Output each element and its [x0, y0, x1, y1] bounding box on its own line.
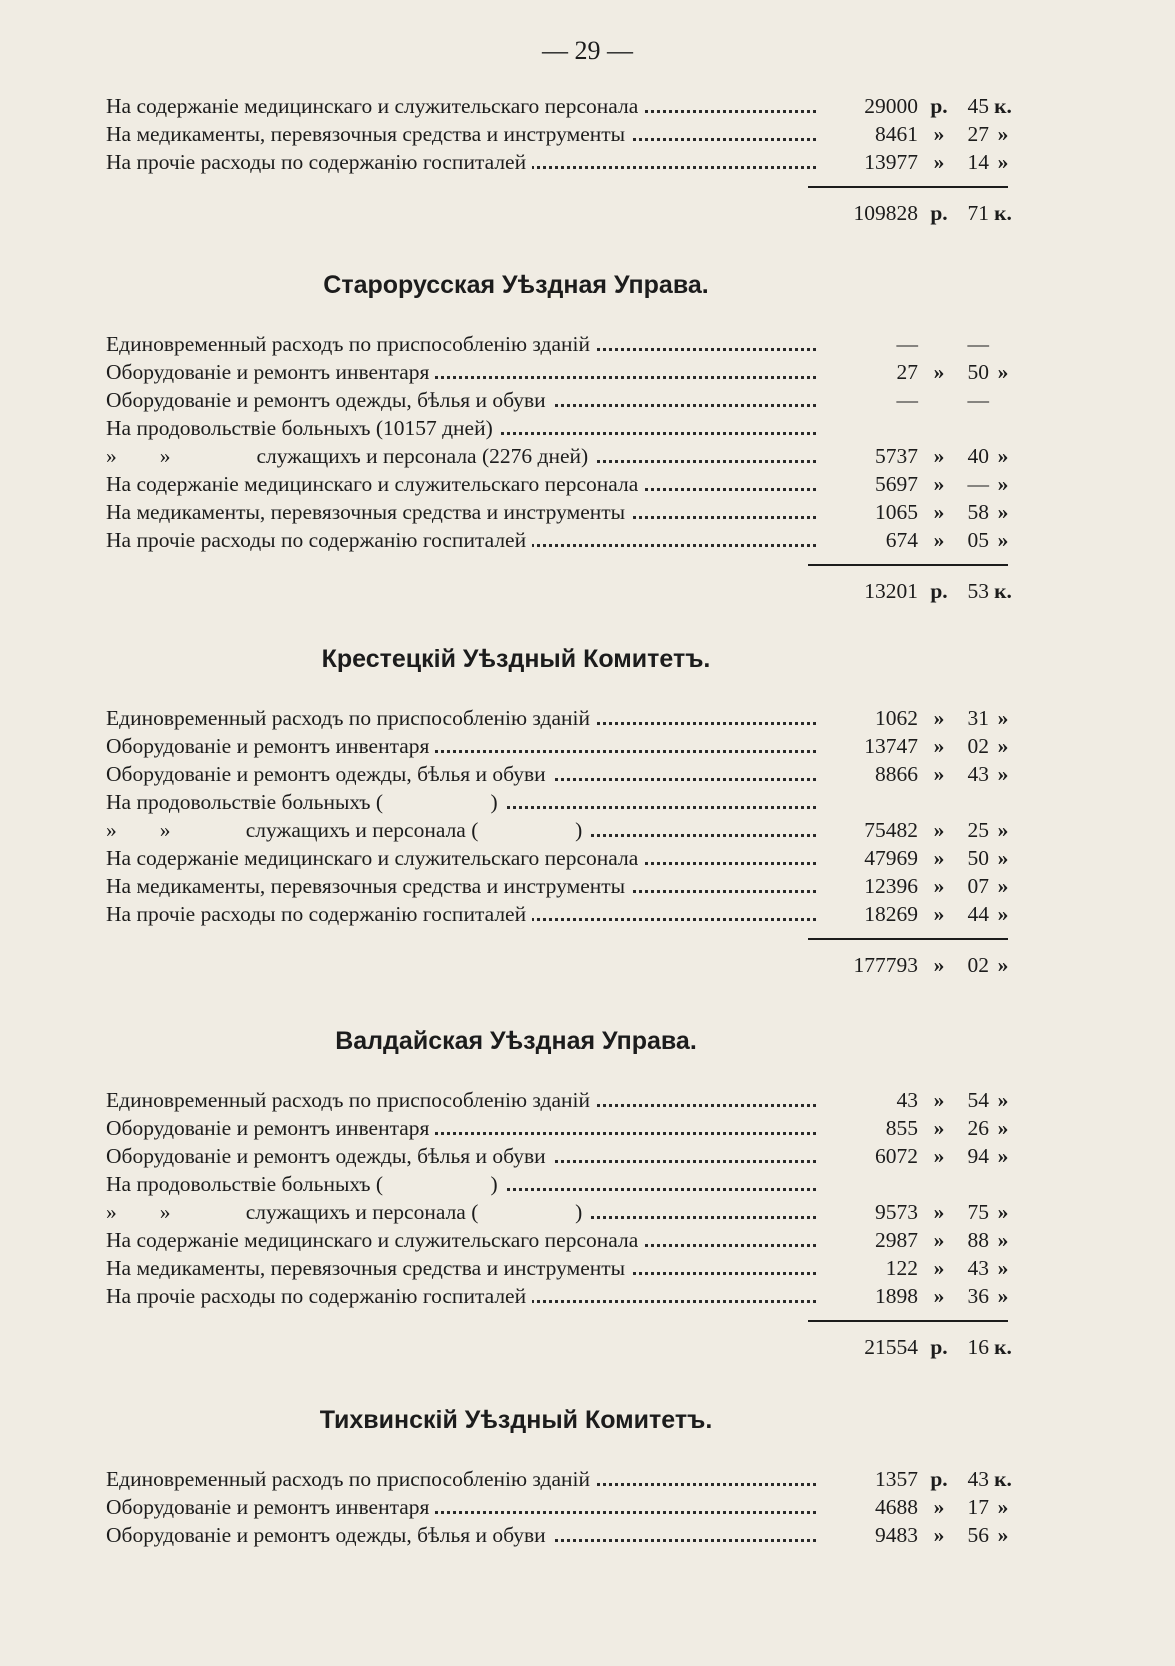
unit: » [933, 360, 945, 384]
kopecks: 26 [967, 1116, 989, 1140]
page-number: — 29 — [542, 36, 633, 65]
expense-row [106, 526, 1009, 554]
section-heading: Тихвинскій Уѣздный Комитетъ. [319, 1406, 713, 1434]
unit: » [933, 706, 945, 730]
unit: » [997, 846, 1009, 870]
kopecks: 07 [967, 874, 989, 898]
unit: » [933, 528, 945, 552]
unit: к. [994, 1467, 1012, 1491]
unit: » [997, 902, 1009, 926]
unit: » [997, 1144, 1009, 1168]
unit: » [997, 706, 1009, 730]
section-heading: Крестецкій Уѣздный Комитетъ. [321, 645, 711, 673]
row-label: На медикаменты, перевязочныя средства и инструменты [106, 1256, 631, 1280]
unit: » [997, 150, 1009, 174]
expense-row [106, 470, 1009, 498]
row-label: На продовольствіе больныхъ ( ) [106, 790, 504, 814]
unit: » [933, 1088, 945, 1112]
section-total [106, 945, 1009, 985]
rubles: 29000 [864, 94, 918, 118]
section-heading: Старорусская Уѣздная Управа. [323, 271, 709, 299]
unit: » [997, 472, 1009, 496]
total-kopecks: 53 [967, 579, 989, 603]
kopecks: 36 [967, 1284, 989, 1308]
rubles: 47969 [864, 846, 918, 870]
unit: » [997, 1284, 1009, 1308]
unit: » [997, 953, 1009, 977]
rubles: 18269 [864, 902, 918, 926]
unit: » [997, 1116, 1009, 1140]
unit: » [933, 1284, 945, 1308]
section-valdai [106, 1024, 1012, 1367]
unit: » [933, 874, 945, 898]
rubles: 43 [896, 1088, 918, 1112]
rubles: 9573 [875, 1200, 918, 1224]
expense-row [106, 760, 1009, 788]
expense-row [106, 1254, 1009, 1282]
row-label: » » служащихъ и персонала ( ) [106, 818, 588, 842]
row-label: На содержаніе медицинскаго и служительскаго персонала [106, 1228, 644, 1252]
kopecks: 54 [967, 1088, 989, 1112]
row-label: Единовременный расходъ по приспособленію зданій [106, 1088, 596, 1112]
expense-row [106, 732, 1009, 760]
total-kopecks: 71 [967, 201, 989, 225]
total-rubles: 13201 [864, 579, 918, 603]
unit: » [997, 1228, 1009, 1252]
rubles: — [896, 332, 918, 356]
rubles: 1065 [875, 500, 918, 524]
rubles: 1357 [875, 1467, 918, 1491]
expense-row [106, 872, 1009, 900]
unit: » [997, 818, 1009, 842]
unit: » [997, 500, 1009, 524]
kopecks: 43 [967, 1467, 989, 1491]
kopecks: 40 [967, 444, 989, 468]
kopecks: 50 [967, 846, 989, 870]
unit: к. [994, 201, 1012, 225]
unit: » [933, 1256, 945, 1280]
total-rule [106, 176, 1006, 177]
kopecks: 88 [967, 1228, 989, 1252]
unit: » [997, 360, 1009, 384]
unit: » [933, 902, 945, 926]
expense-row [106, 788, 1006, 816]
rubles: 5697 [875, 472, 918, 496]
unit: » [933, 762, 945, 786]
kopecks: 44 [967, 902, 989, 926]
expense-row [106, 900, 1009, 928]
total-kopecks: 02 [967, 953, 989, 977]
kopecks: 31 [967, 706, 989, 730]
unit: » [997, 1495, 1009, 1519]
row-label: На медикаменты, перевязочныя средства и инструменты [106, 500, 631, 524]
unit: » [933, 444, 945, 468]
unit: » [997, 1523, 1009, 1547]
rubles: 4688 [875, 1495, 918, 1519]
expense-row [106, 414, 1006, 442]
unit: » [997, 762, 1009, 786]
expense-row [106, 386, 1006, 414]
unit: » [933, 1200, 945, 1224]
unit: » [997, 122, 1009, 146]
section-staraya-russa [106, 268, 1012, 611]
row-label: » » служащихъ и персонала (2276 дней) [106, 444, 594, 468]
expense-row [106, 92, 1012, 120]
expense-rows [106, 1086, 1009, 1310]
expense-row [106, 148, 1009, 176]
rubles: 8866 [875, 762, 918, 786]
section-tikhvin [106, 1403, 1012, 1549]
section-total [106, 571, 1012, 611]
unit: » [933, 953, 945, 977]
unit: » [933, 1144, 945, 1168]
kopecks: 94 [967, 1144, 989, 1168]
total-rubles: 21554 [864, 1335, 918, 1359]
expense-row [106, 330, 1006, 358]
kopecks: — [967, 388, 989, 412]
kopecks: — [967, 472, 989, 496]
unit: к. [994, 579, 1012, 603]
kopecks: 58 [967, 500, 989, 524]
expense-rows [106, 704, 1009, 928]
rubles: 6072 [875, 1144, 918, 1168]
expense-row [106, 816, 1009, 844]
expense-row [106, 120, 1009, 148]
section-heading: Валдайская Уѣздная Управа. [335, 1027, 697, 1055]
section-krestsy [106, 642, 1009, 985]
kopecks: 14 [967, 150, 989, 174]
rubles: 1062 [875, 706, 918, 730]
rubles: 5737 [875, 444, 918, 468]
expense-row [106, 498, 1009, 526]
expense-row [106, 1086, 1009, 1114]
row-label: На прочіе расходы по содержанію госпиталей [106, 1284, 532, 1308]
rubles: 75482 [864, 818, 918, 842]
unit: » [997, 444, 1009, 468]
kopecks: 75 [967, 1200, 989, 1224]
unit: к. [994, 1335, 1012, 1359]
expense-row [106, 1170, 1006, 1198]
kopecks: — [967, 332, 989, 356]
unit: » [997, 1088, 1009, 1112]
expense-row [106, 1114, 1009, 1142]
row-label: Единовременный расходъ по приспособленію зданій [106, 706, 596, 730]
row-label: Оборудованіе и ремонтъ одежды, бѣлья и обуви [106, 1523, 552, 1547]
row-label: На медикаменты, перевязочныя средства и инструменты [106, 122, 631, 146]
unit: к. [994, 94, 1012, 118]
total-rule [106, 554, 1006, 555]
kopecks: 17 [967, 1495, 989, 1519]
row-label: На прочіе расходы по содержанію госпиталей [106, 150, 532, 174]
row-label: Единовременный расходъ по приспособленію зданій [106, 332, 596, 356]
row-label: » » служащихъ и персонала ( ) [106, 1200, 588, 1224]
unit: р. [930, 1335, 948, 1359]
expense-rows [106, 330, 1009, 554]
expense-row [106, 1493, 1009, 1521]
rubles: 1898 [875, 1284, 918, 1308]
rubles: 27 [896, 360, 918, 384]
expense-row [106, 704, 1009, 732]
rubles: 12396 [864, 874, 918, 898]
row-label: На прочіе расходы по содержанію госпиталей [106, 528, 532, 552]
expense-rows [106, 1465, 1012, 1549]
total-rule [106, 928, 1006, 929]
rubles: 122 [885, 1256, 918, 1280]
expense-row [106, 358, 1009, 386]
row-label: Оборудованіе и ремонтъ инвентаря [106, 360, 435, 384]
unit: » [933, 1228, 945, 1252]
row-label: Оборудованіе и ремонтъ инвентаря [106, 1495, 435, 1519]
row-label: Единовременный расходъ по приспособленію зданій [106, 1467, 596, 1491]
kopecks: 50 [967, 360, 989, 384]
expense-row [106, 844, 1009, 872]
rubles: — [896, 388, 918, 412]
unit: » [933, 500, 945, 524]
kopecks: 45 [967, 94, 989, 118]
section-total [106, 193, 1012, 233]
rubles: 674 [885, 528, 918, 552]
rubles: 8461 [875, 122, 918, 146]
row-label: На содержаніе медицинскаго и служительскаго персонала [106, 846, 644, 870]
row-label: Оборудованіе и ремонтъ одежды, бѣлья и обуви [106, 762, 552, 786]
unit: » [933, 846, 945, 870]
total-rubles: 109828 [853, 201, 918, 225]
unit: р. [930, 94, 948, 118]
kopecks: 27 [967, 122, 989, 146]
unit: » [997, 874, 1009, 898]
row-label: Оборудованіе и ремонтъ одежды, бѣлья и обуви [106, 388, 552, 412]
total-kopecks: 16 [967, 1335, 989, 1359]
unit: » [933, 150, 945, 174]
unit: » [997, 734, 1009, 758]
row-label: На медикаменты, перевязочныя средства и инструменты [106, 874, 631, 898]
section-total [106, 1327, 1012, 1367]
kopecks: 02 [967, 734, 989, 758]
unit: » [933, 472, 945, 496]
unit: » [933, 1116, 945, 1140]
unit: » [997, 528, 1009, 552]
unit: » [933, 818, 945, 842]
row-label: На содержаніе медицинскаго и служительскаго персонала [106, 472, 644, 496]
kopecks: 43 [967, 762, 989, 786]
row-label: Оборудованіе и ремонтъ одежды, бѣлья и обуви [106, 1144, 552, 1168]
section-continued [106, 92, 1012, 233]
expense-row [106, 1465, 1012, 1493]
unit: » [933, 122, 945, 146]
row-label: На содержаніе медицинскаго и служительскаго персонала [106, 94, 644, 118]
kopecks: 43 [967, 1256, 989, 1280]
rubles: 13977 [864, 150, 918, 174]
unit: » [933, 1523, 945, 1547]
kopecks: 25 [967, 818, 989, 842]
expense-row [106, 1282, 1009, 1310]
unit: р. [930, 579, 948, 603]
total-rubles: 177793 [853, 953, 918, 977]
total-rule [106, 1310, 1006, 1311]
rubles: 13747 [864, 734, 918, 758]
row-label: На продовольствіе больныхъ ( ) [106, 1172, 504, 1196]
unit: р. [930, 201, 948, 225]
expense-row [106, 1521, 1009, 1549]
expense-row [106, 1142, 1009, 1170]
unit: » [933, 734, 945, 758]
unit: р. [930, 1467, 948, 1491]
expense-rows [106, 92, 1012, 176]
expense-row [106, 442, 1009, 470]
row-label: Оборудованіе и ремонтъ инвентаря [106, 1116, 435, 1140]
unit: » [933, 1495, 945, 1519]
rubles: 9483 [875, 1523, 918, 1547]
rubles: 855 [885, 1116, 918, 1140]
unit: » [997, 1256, 1009, 1280]
expense-row [106, 1226, 1009, 1254]
unit: » [997, 1200, 1009, 1224]
row-label: На продовольствіе больныхъ (10157 дней) [106, 416, 499, 440]
rubles: 2987 [875, 1228, 918, 1252]
kopecks: 56 [967, 1523, 989, 1547]
row-label: Оборудованіе и ремонтъ инвентаря [106, 734, 435, 758]
kopecks: 05 [967, 528, 989, 552]
row-label: На прочіе расходы по содержанію госпиталей [106, 902, 532, 926]
expense-row [106, 1198, 1009, 1226]
